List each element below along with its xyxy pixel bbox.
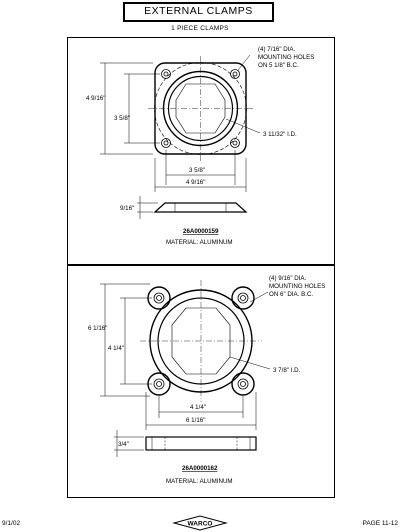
clamp1-thickness: 9/16" [120,205,135,212]
clamp1-material: MATERIAL: ALUMINUM [166,239,233,246]
clamp2-outer-height: 6 1/16" [88,325,108,332]
clamp1-holes-note-3: ON 5 1/8" B.C. [258,62,299,69]
clamp1-outer-height: 4 9/16" [86,95,106,102]
clamp1-part-number: 26A0000159 [183,228,219,235]
clamp1-holes-note-2: MOUNTING HOLES [258,54,315,61]
clamp2-part-number: 26A0000162 [182,465,218,472]
logo-text: WARCO [187,520,213,528]
clamp2-material: MATERIAL: ALUMINUM [166,478,233,485]
page-title: EXTERNAL CLAMPS [144,5,253,17]
clamp1-inner-width: 3 5/8" [189,167,205,174]
clamp2-holes-note-3: ON 6" DIA. B.C. [269,291,314,298]
clamp2-dimensions [100,284,270,430]
clamp2-side-view [114,430,256,457]
clamp1-outer-width: 4 9/16" [186,179,206,186]
clamp2-holes-note-1: (4) 9/16" DIA. [269,275,307,282]
footer-page-number: PAGE 11-12 [362,520,398,527]
clamp2-holes-note-2: MOUNTING HOLES [269,283,326,290]
clamp1-holes-note-1: (4) 7/16" DIA. [258,46,296,53]
clamp1-inner-height: 3 5/8" [114,115,130,122]
clamp2-plan-view [140,280,262,402]
footer-date: 9/1/02 [2,520,21,527]
warco-logo [172,515,228,531]
clamp1-plan-view [148,56,253,161]
clamp2-inner-height: 4 1/4" [108,345,124,352]
clamp2-thickness: 3/4" [118,441,129,448]
clamp2-id-label: 3 7/8" I.D. [273,367,301,374]
page-subtitle: 1 PIECE CLAMPS [171,25,229,32]
clamp1-id-label: 3 11/32" I.D. [263,131,297,138]
clamp2-outer-width: 6 1/16" [186,417,206,424]
clamp2-inner-width: 4 1/4" [190,404,206,411]
clamp1-side-view [137,196,246,219]
